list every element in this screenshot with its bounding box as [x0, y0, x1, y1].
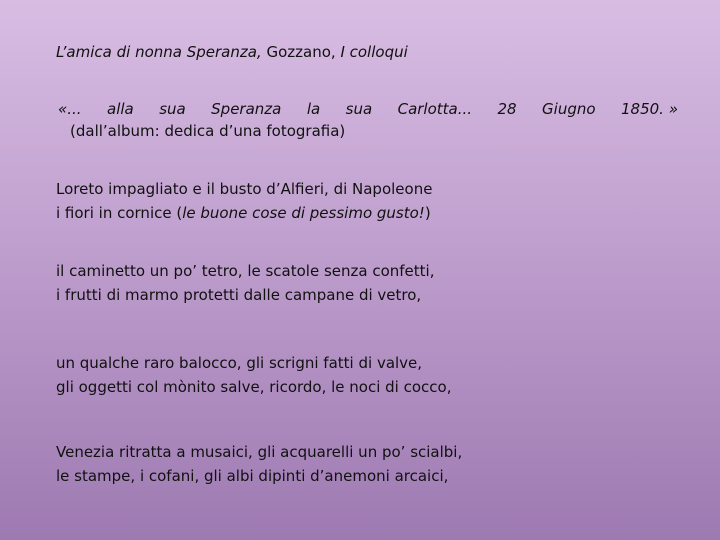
stanza-3 [56, 351, 452, 399]
title-collection: I colloqui [340, 43, 408, 61]
epigraph-word: Giugno [542, 100, 596, 118]
verse-line: un qualche raro balocco, gli scrigni fatti di valve, [56, 354, 423, 372]
epigraph-word: «... [58, 100, 82, 118]
title-poem-name: L’amica di nonna Speranza, [56, 43, 262, 61]
epigraph [58, 98, 678, 142]
verse-line: i fiori in cornice (le buone cose di pessimo gusto!) [56, 204, 431, 222]
epigraph-word: Carlotta... [397, 100, 473, 118]
verse-line: Venezia ritratta a musaici, gli acquarelli un po’ scialbi, [56, 443, 463, 461]
stanza-4 [56, 440, 462, 488]
epigraph-word: la [306, 100, 321, 118]
slide-title [56, 42, 408, 62]
stanza-2 [56, 259, 435, 307]
epigraph-word: Speranza [211, 100, 282, 118]
epigraph-quote-line [58, 98, 678, 120]
epigraph-word: 28 [497, 100, 517, 118]
epigraph-word: 1850. » [621, 100, 678, 118]
title-poet: Gozzano, [261, 43, 341, 61]
verse-line: il caminetto un po’ tetro, le scatole senza confetti, [56, 262, 435, 280]
epigraph-word: sua [159, 100, 186, 118]
epigraph-word: sua [345, 100, 373, 118]
verse-line: le stampe, i cofani, gli albi dipinti d’anemoni arcaici, [56, 467, 449, 485]
epigraph-word: alla [107, 100, 134, 118]
verse-line: gli oggetti col mònito salve, ricordo, le noci di cocco, [56, 378, 452, 396]
stanza-1 [56, 177, 432, 225]
epigraph-note: (dall’album: dedica d’una fotografia) [70, 122, 346, 140]
verse-line: i frutti di marmo protetti dalle campane di vetro, [56, 286, 422, 304]
verse-line: Loreto impagliato e il busto d’Alfieri, di Napoleone [56, 180, 433, 198]
verse-italic-phrase: le buone cose di pessimo gusto! [182, 204, 425, 222]
